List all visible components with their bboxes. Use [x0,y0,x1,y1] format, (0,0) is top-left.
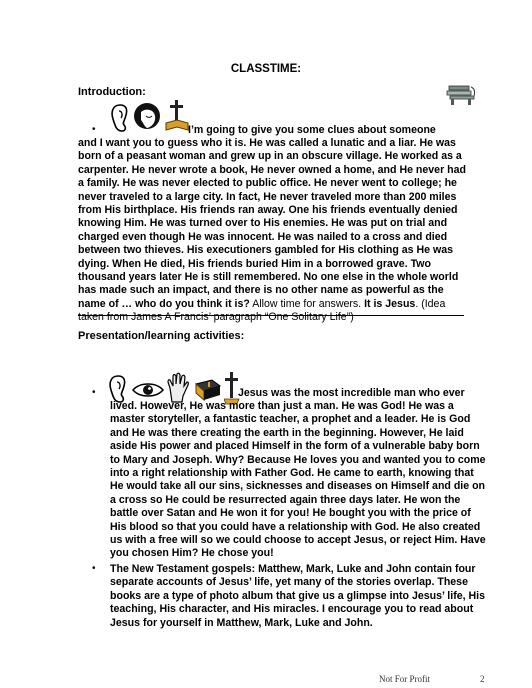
head-icon [132,102,164,134]
eye-icon [132,381,164,399]
ear-icon [110,103,130,133]
answer-text: It is Jesus [364,297,416,310]
footer-label: Not For Profit [379,674,431,684]
bible-icon [194,378,222,402]
intro-paragraph-text: and I want you to guess who it is. He was called a lunatic and a liar. He was born of a peasant woman and grew up in an obscure village. He worked as a carpenter. He never wrote a book, He never owned a home, and He never had a family. He was never elected to public office. He never went to college; he never traveled to a large city. In fact, He never traveled more than 200 miles from His birthplace. His friends ran away. One his friends eventually denied knowing Him. He was turned over to His enemies. He was put on trial and charged even though He was innocent. He was nailed to a cross and died between two thieves. His executioners gambled for His clothing as He was dying. When He died, His friends buried Him in a borrowed grave. Two thousand years later He is still remembered. No one else in the whole world has made such an impact, and there is no other name as powerful as the name of … who do you think it is? [78,137,466,310]
intro-paragraph [78,137,472,325]
presentation-paragraph: lived. However, He was more than just a man. He was God! He was a master storyteller, a fantastic teacher, a prophet and a leader. He is God and He was there creating the earth in the beginning. However, He laid aside His power and placed Himself in the form of a vulnerable baby born to Mary and Joseph. Why? Because He loves you and wanted you to come into a right relationship with Father God. He came to earth, knowing that He would take all our sins, sicknesses and diseases on Himself and die on a cross so He could be resurrected again three days later. He won the battle over Satan and He won it for you! He bought you with the price of His blood so that you could have a relationship with God. He also created us with a free will so we could choose to accept Jesus, or reject Him. Have you chosen Him? He chose you! [110,400,486,560]
gospels-bullet: • [92,563,96,574]
intro-heading: Introduction: [78,86,146,98]
presentation-heading: Presentation/learning activities: [78,330,245,342]
presentation-first-line: Jesus was the most incredible man who ever [238,387,465,399]
allow-time-text: Allow time for answers. [249,297,365,310]
section-divider [78,315,464,316]
presentation-bullet: • [92,387,96,398]
bench-icon [445,84,477,106]
intro-bullet: • [92,124,96,135]
cross-bible-icon [165,99,189,133]
gospels-paragraph: The New Testament gospels: Matthew, Mark, Luke and John contain four separate accounts of Jesus’ life, yet many of the stories overlap. These books are a type of photo album that give us a glimpse into Jesus’ life, His teaching, His character, and His miracles. I encourage you to read about Jesus for yourself in Matthew, Mark, Luke and John. [110,563,485,629]
page-title: CLASSTIME: [230,63,302,75]
page-number: 2 [480,674,485,684]
credit-text: . (Idea taken from James A Francis’ paragraph “One Solitary Life”) [78,297,446,324]
intro-first-line: I’m going to give you some clues about someone [188,124,436,136]
